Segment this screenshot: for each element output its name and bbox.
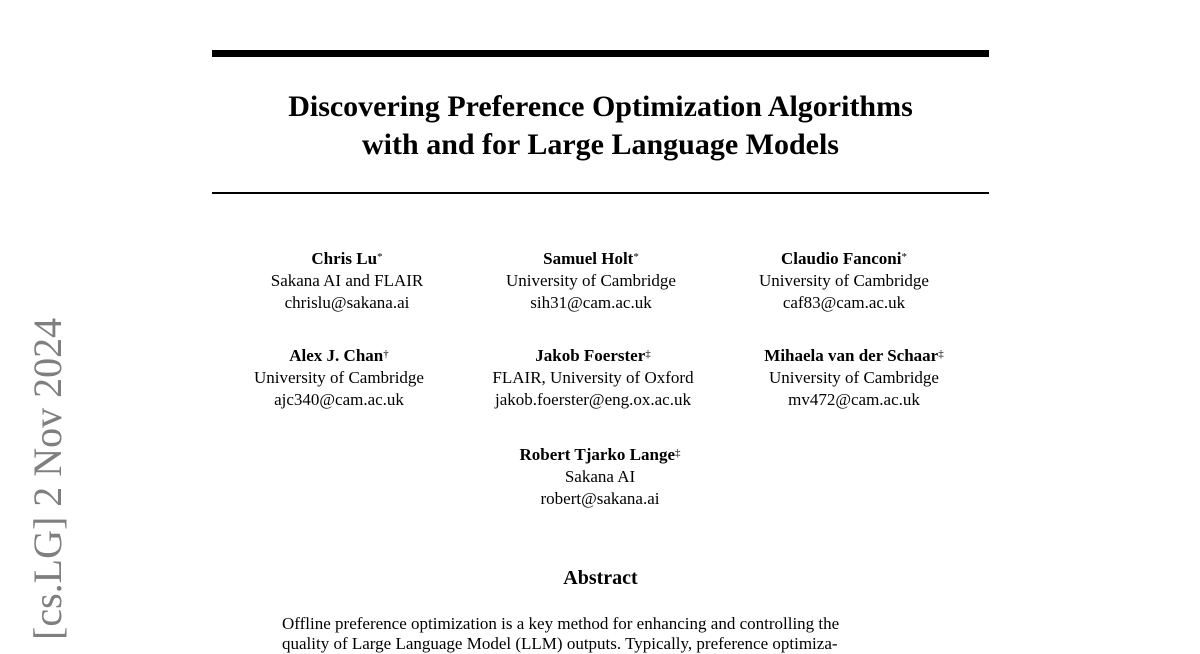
author-name: Mihaela van der Schaar‡ [764, 346, 944, 365]
author-affiliation: Sakana AI [564, 467, 636, 486]
author-mark: * [633, 251, 639, 263]
top-rule [212, 50, 989, 57]
author-affiliation: University of Cambridge [769, 368, 939, 387]
title-line-2: with and for Large Language Models [362, 128, 839, 161]
author-block [704, 248, 984, 314]
title-line-1: Discovering Preference Optimization Algorithms [288, 90, 913, 123]
author-name: Chris Lu* [311, 249, 383, 268]
author-block [207, 248, 487, 314]
author-block [460, 444, 740, 510]
author-mark: * [377, 251, 383, 263]
author-name: Jakob Foerster‡ [535, 346, 651, 365]
author-name: Alex J. Chan† [289, 346, 389, 365]
author-email: robert@sakana.ai [540, 489, 660, 508]
author-mark: ‡ [938, 348, 944, 360]
arxiv-stamp: [cs.LG] 2 Nov 2024 [25, 317, 70, 640]
author-email: ajc340@cam.ac.uk [274, 390, 404, 409]
author-affiliation: Sakana AI and FLAIR [270, 271, 424, 290]
author-mark: * [901, 251, 907, 263]
abstract-heading: Abstract [563, 567, 638, 589]
author-email: mv472@cam.ac.uk [788, 390, 920, 409]
author-mark: ‡ [645, 348, 651, 360]
author-name: Claudio Fanconi* [781, 249, 907, 268]
author-block [714, 345, 994, 411]
author-email: chrislu@sakana.ai [284, 293, 410, 312]
abstract-body [282, 614, 922, 654]
author-block [453, 345, 733, 411]
author-affiliation: FLAIR, University of Oxford [492, 368, 694, 387]
author-block [199, 345, 479, 411]
author-affiliation: University of Cambridge [759, 271, 929, 290]
author-block [451, 248, 731, 314]
author-email: caf83@cam.ac.uk [782, 293, 906, 312]
paper-title [212, 88, 989, 164]
author-mark: † [383, 348, 389, 360]
author-email: sih31@cam.ac.uk [530, 293, 652, 312]
author-name: Robert Tjarko Lange‡ [519, 445, 681, 464]
author-affiliation: University of Cambridge [254, 368, 424, 387]
title-rule [212, 192, 989, 194]
abstract-line: Offline preference optimization is a key method for enhancing and controlling the [282, 614, 840, 633]
author-affiliation: University of Cambridge [506, 271, 676, 290]
abstract-line: quality of Large Language Model (LLM) outputs. Typically, preference optimiza- [282, 634, 838, 653]
author-mark: ‡ [675, 447, 681, 459]
author-email: jakob.foerster@eng.ox.ac.uk [495, 390, 691, 409]
author-name: Samuel Holt* [543, 249, 639, 268]
